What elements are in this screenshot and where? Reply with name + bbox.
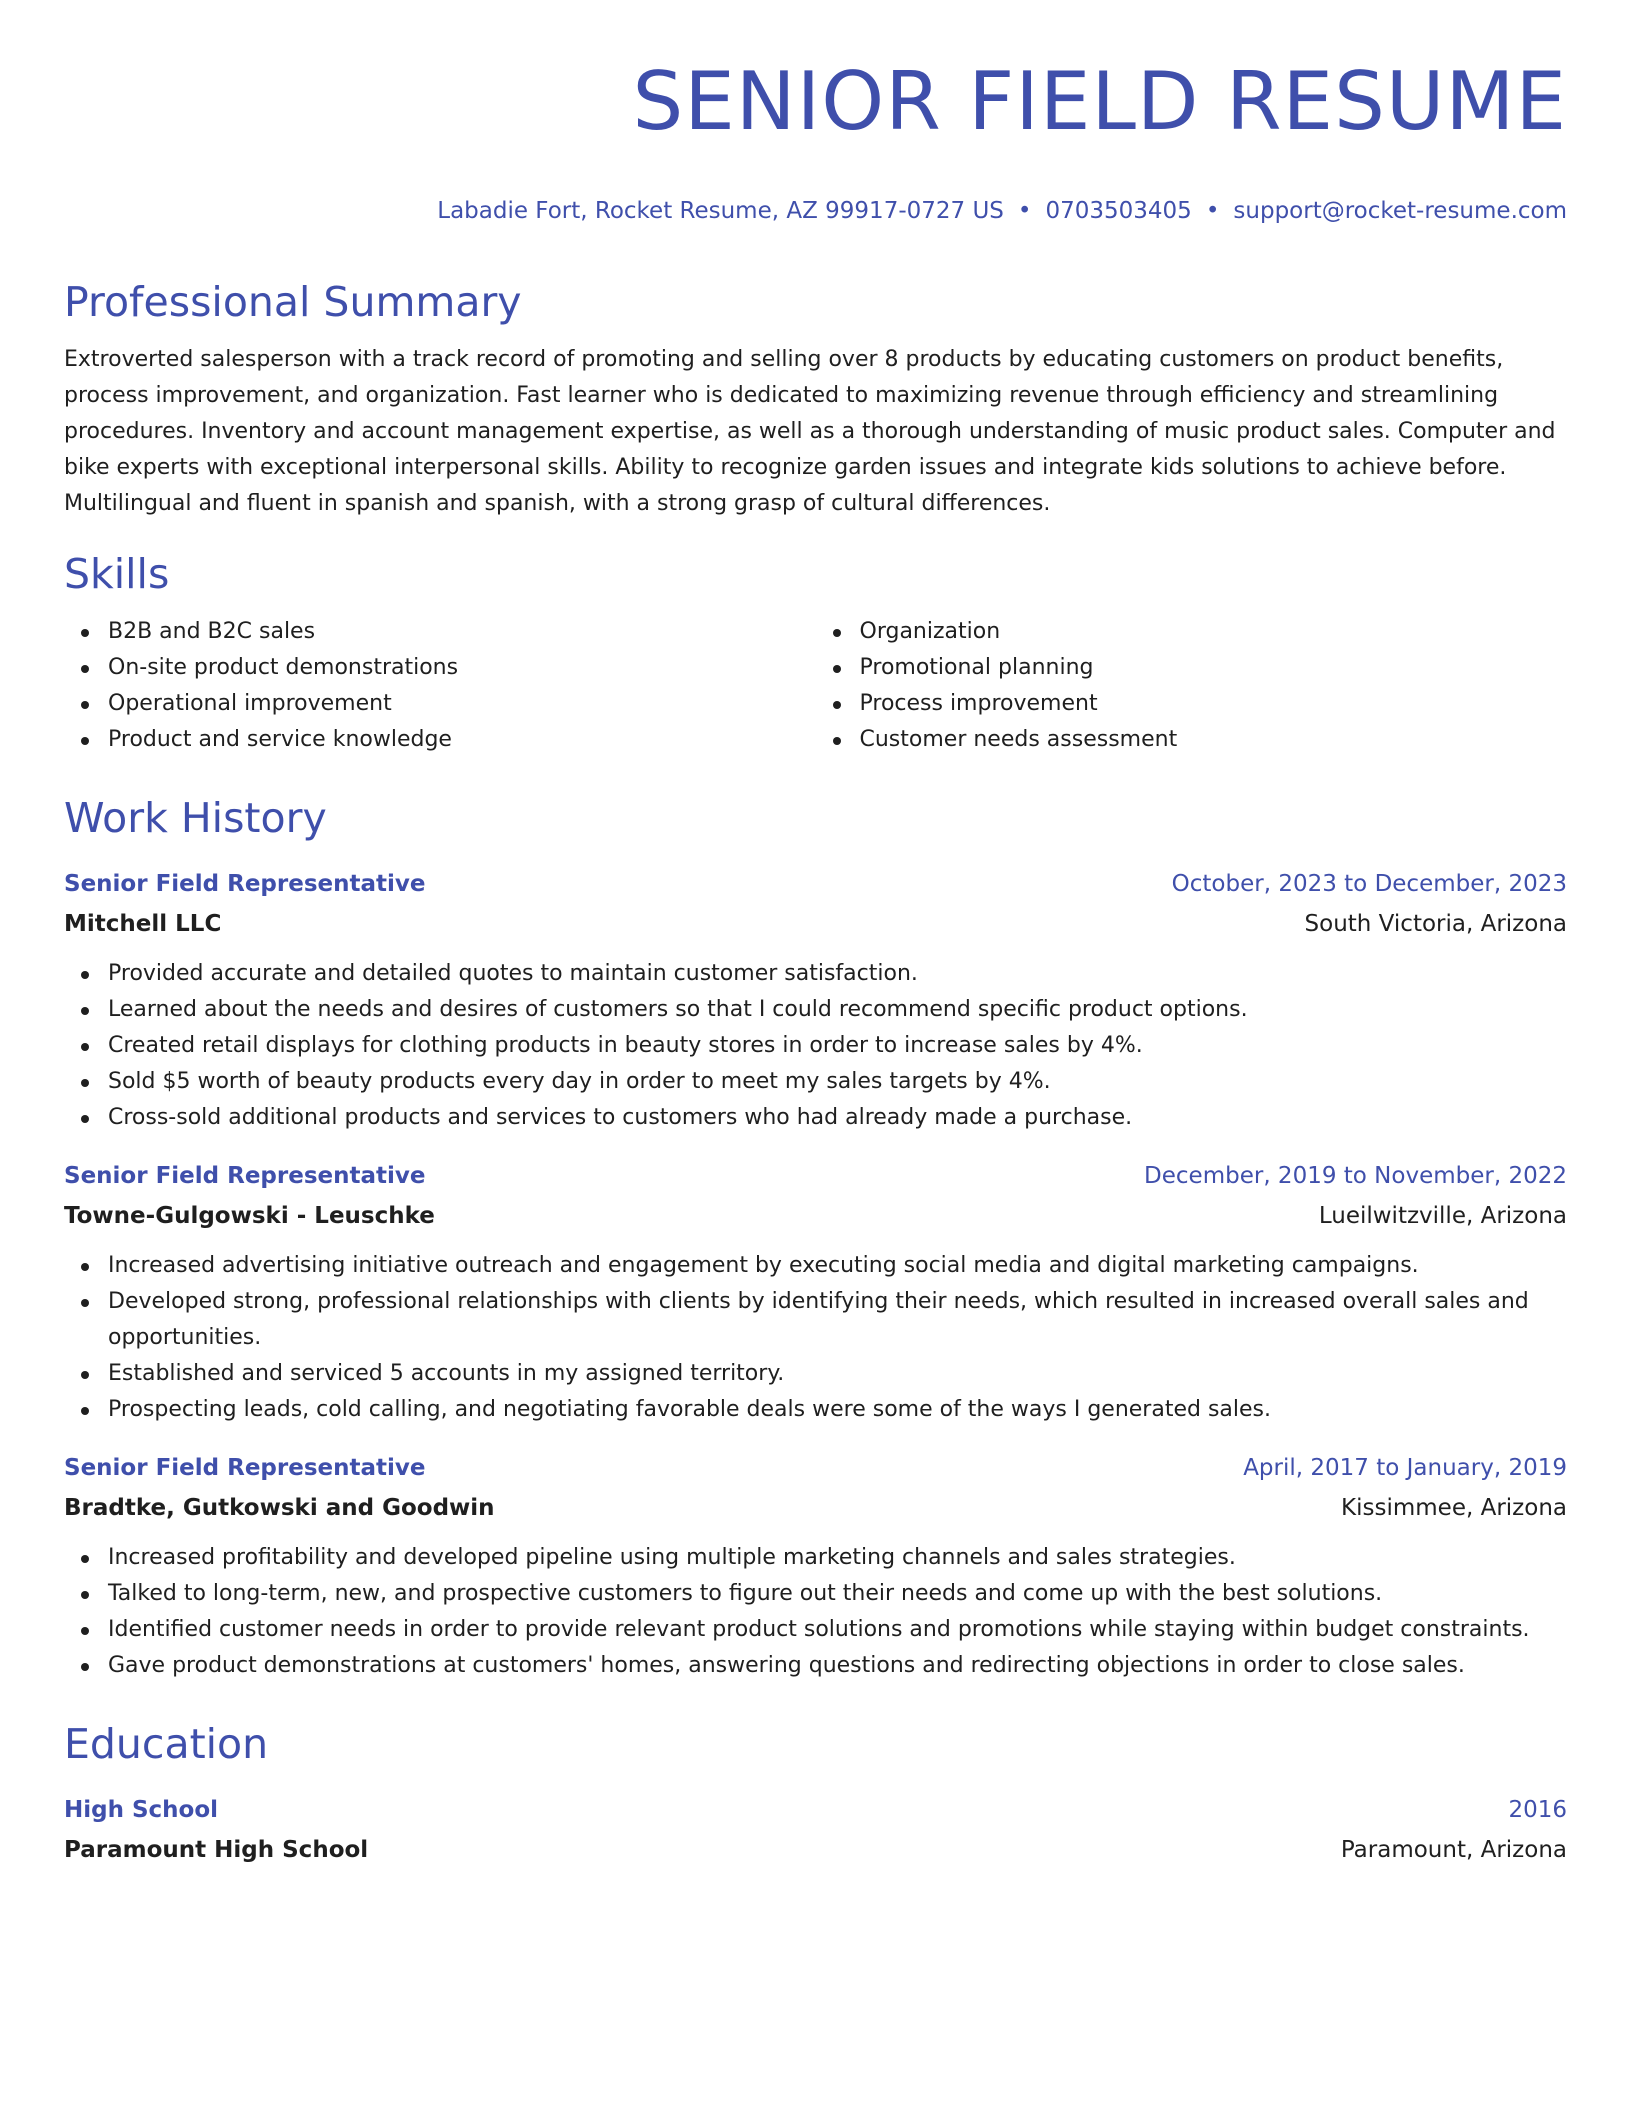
company-row [64,906,1567,942]
job-bullet: Prospecting leads, cold calling, and negotiating favorable deals were some of the ways I generated sales. [64,1392,1567,1428]
job-bullet: Identified customer needs in order to provide relevant product solutions and promotions while staying within budget constraints. [64,1612,1567,1648]
skill-item: Organization [816,614,1568,650]
job-title: Senior Field Representative [64,1163,426,1189]
contact-address: Labadie Fort, Rocket Resume, AZ 99917-0727 US [437,198,1004,224]
contact-phone: 0703503405 [1045,198,1192,224]
job-title-row [64,1158,1567,1194]
job-title: Senior Field Representative [64,1455,426,1481]
job-bullet: Created retail displays for clothing products in beauty stores in order to increase sales by 4%. [64,1028,1567,1064]
summary-text: Extroverted salesperson with a track record of promoting and selling over 8 products by educating customers on product benefits, process improvement, and organization. Fast learner who is dedicated to maximizing revenue through efficiency and streamlining procedures. Inventory and account management expertise, as well as a thorough understanding of music product sales. Computer and bike experts with exceptional interpersonal skills. Ability to recognize garden issues and integrate kids solutions to achieve before. Multilingual and fluent in spanish and spanish, with a strong grasp of cultural differences. [64,347,1556,516]
education-entry [64,1792,1567,1868]
education-heading: Education [64,1720,269,1768]
job-entry [64,1450,1567,1684]
job-bullets [64,1248,1567,1428]
company-name: Mitchell LLC [64,911,222,937]
skill-item: Customer needs assessment [816,722,1568,758]
job-dates: April, 2017 to January, 2019 [1243,1455,1567,1481]
skill-item: On-site product demonstrations [64,650,816,686]
skill-item: Promotional planning [816,650,1568,686]
skill-item: Operational improvement [64,686,816,722]
contact-email: support@rocket-resume.com [1233,198,1567,224]
job-bullet: Provided accurate and detailed quotes to maintain customer satisfaction. [64,956,1567,992]
education-location: Paramount, Arizona [1340,1837,1567,1863]
company-name: Bradtke, Gutkowski and Goodwin [64,1495,495,1521]
job-bullet: Developed strong, professional relationships with clients by identifying their needs, which resulted in increased overall sales and opportunities. [64,1284,1567,1356]
education-school: Paramount High School [64,1837,369,1863]
job-bullet: Increased advertising initiative outreach and engagement by executing social media and digital marketing campaigns. [64,1248,1567,1284]
job-bullet: Talked to long-term, new, and prospective customers to figure out their needs and come up with the best solutions. [64,1576,1567,1612]
education-school-row [64,1832,1567,1868]
job-entry [64,1158,1567,1428]
company-name: Towne-Gulgowski - Leuschke [64,1203,435,1229]
resume-name: SENIOR FIELD RESUME [632,55,1567,148]
skills-column-left [64,614,816,758]
job-location: Kissimmee, Arizona [1341,1495,1567,1521]
skill-item: Product and service knowledge [64,722,816,758]
skills-heading: Skills [64,550,170,598]
job-bullet: Cross-sold additional products and services to customers who had already made a purchase. [64,1100,1567,1136]
job-bullets [64,1540,1567,1684]
company-row [64,1198,1567,1234]
resume-page [64,0,1567,1868]
education-year: 2016 [1508,1797,1567,1823]
skills-list [64,614,1567,758]
summary-heading: Professional Summary [64,278,522,326]
skill-item: Process improvement [816,686,1568,722]
job-entry [64,866,1567,1136]
job-bullet: Increased profitability and developed pipeline using multiple marketing channels and sales strategies. [64,1540,1567,1576]
job-location: South Victoria, Arizona [1304,911,1567,937]
job-dates: October, 2023 to December, 2023 [1171,871,1567,897]
job-title: Senior Field Representative [64,871,426,897]
education-degree-row [64,1792,1567,1828]
education-degree: High School [64,1797,219,1823]
contact-line [64,196,1567,226]
skills-column-right [816,614,1568,758]
job-title-row [64,866,1567,902]
skill-item: B2B and B2C sales [64,614,816,650]
job-bullets [64,956,1567,1136]
work-history-heading: Work History [64,794,327,842]
contact-separator: • [1017,198,1032,224]
job-bullet: Learned about the needs and desires of customers so that I could recommend specific product options. [64,992,1567,1028]
contact-separator: • [1205,198,1220,224]
job-dates: December, 2019 to November, 2022 [1144,1163,1567,1189]
job-title-row [64,1450,1567,1486]
job-location: Lueilwitzville, Arizona [1318,1203,1567,1229]
resume-header [64,0,1567,226]
job-bullet: Gave product demonstrations at customers' homes, answering questions and redirecting objections in order to close sales. [64,1648,1567,1684]
job-bullet: Established and serviced 5 accounts in my assigned territory. [64,1356,1567,1392]
company-row [64,1490,1567,1526]
job-bullet: Sold $5 worth of beauty products every day in order to meet my sales targets by 4%. [64,1064,1567,1100]
